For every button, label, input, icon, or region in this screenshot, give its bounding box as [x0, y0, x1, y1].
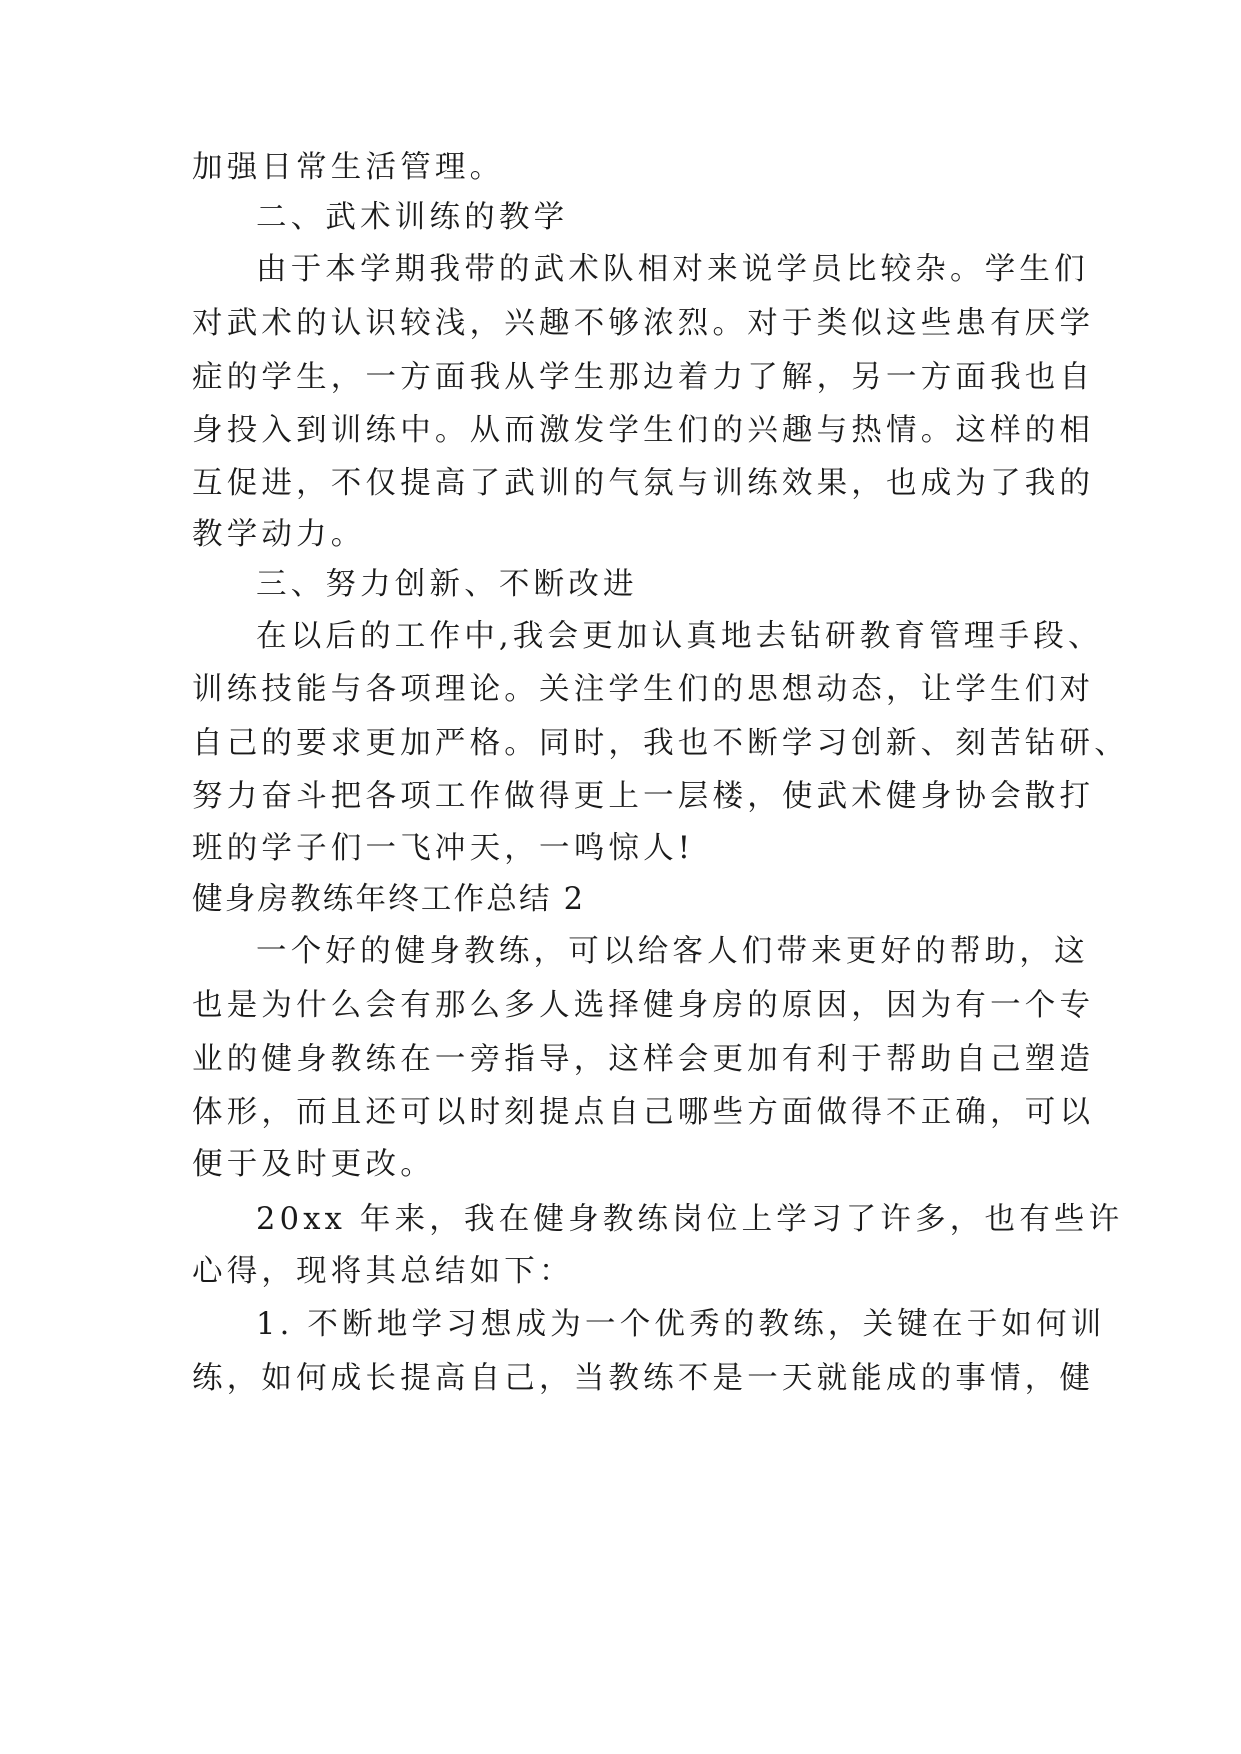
section-heading: 三、努力创新、不断改进	[256, 567, 638, 602]
body-text-line: 症的学生，一方面我从学生那边着力了解，另一方面我也自	[192, 360, 1095, 395]
body-text-line: 业的健身教练在一旁指导，这样会更加有利于帮助自己塑造	[192, 1042, 1095, 1077]
body-text-line: 自己的要求更加严格。同时，我也不断学习创新、刻苦钻研、	[192, 726, 1129, 761]
body-text-line: 体形，而且还可以时刻提点自己哪些方面做得不正确，可以	[192, 1095, 1095, 1130]
body-text-line: 身投入到训练中。从而激发学生们的兴趣与热情。这样的相	[192, 413, 1095, 448]
document-title: 健身房教练年终工作总结 2	[192, 882, 586, 917]
body-text-line: 互促进，不仅提高了武训的气氛与训练效果，也成为了我的	[192, 466, 1095, 501]
body-text-line: 由于本学期我带的武术队相对来说学员比较杂。学生们	[256, 252, 1089, 287]
body-text-line: 班的学子们一飞冲天，一鸣惊人!	[192, 831, 695, 866]
body-text-line: 加强日常生活管理。	[192, 150, 505, 185]
body-text-line: 训练技能与各项理论。关注学生们的思想动态，让学生们对	[192, 672, 1095, 707]
body-text-line: 心得，现将其总结如下：	[192, 1254, 574, 1289]
section-heading: 二、武术训练的教学	[256, 200, 569, 235]
body-text-line: 20xx 年来，我在健身教练岗位上学习了许多，也有些许	[256, 1202, 1124, 1237]
body-text-line: 努力奋斗把各项工作做得更上一层楼，使武术健身协会散打	[192, 779, 1095, 814]
body-text-line: 在以后的工作中,我会更加认真地去钻研教育管理手段、	[256, 619, 1103, 654]
body-text-line: 一个好的健身教练，可以给客人们带来更好的帮助，这	[256, 934, 1089, 969]
list-item-text: 1. 不断地学习想成为一个优秀的教练，关键在于如何训	[256, 1307, 1106, 1342]
body-text-line: 也是为什么会有那么多人选择健身房的原因，因为有一个专	[192, 988, 1095, 1023]
body-text-line: 教学动力。	[192, 517, 366, 552]
body-text-line: 练，如何成长提高自己，当教练不是一天就能成的事情，健	[192, 1361, 1095, 1396]
body-text-line: 便于及时更改。	[192, 1147, 435, 1182]
body-text-line: 对武术的认识较浅，兴趣不够浓烈。对于类似这些患有厌学	[192, 306, 1095, 341]
